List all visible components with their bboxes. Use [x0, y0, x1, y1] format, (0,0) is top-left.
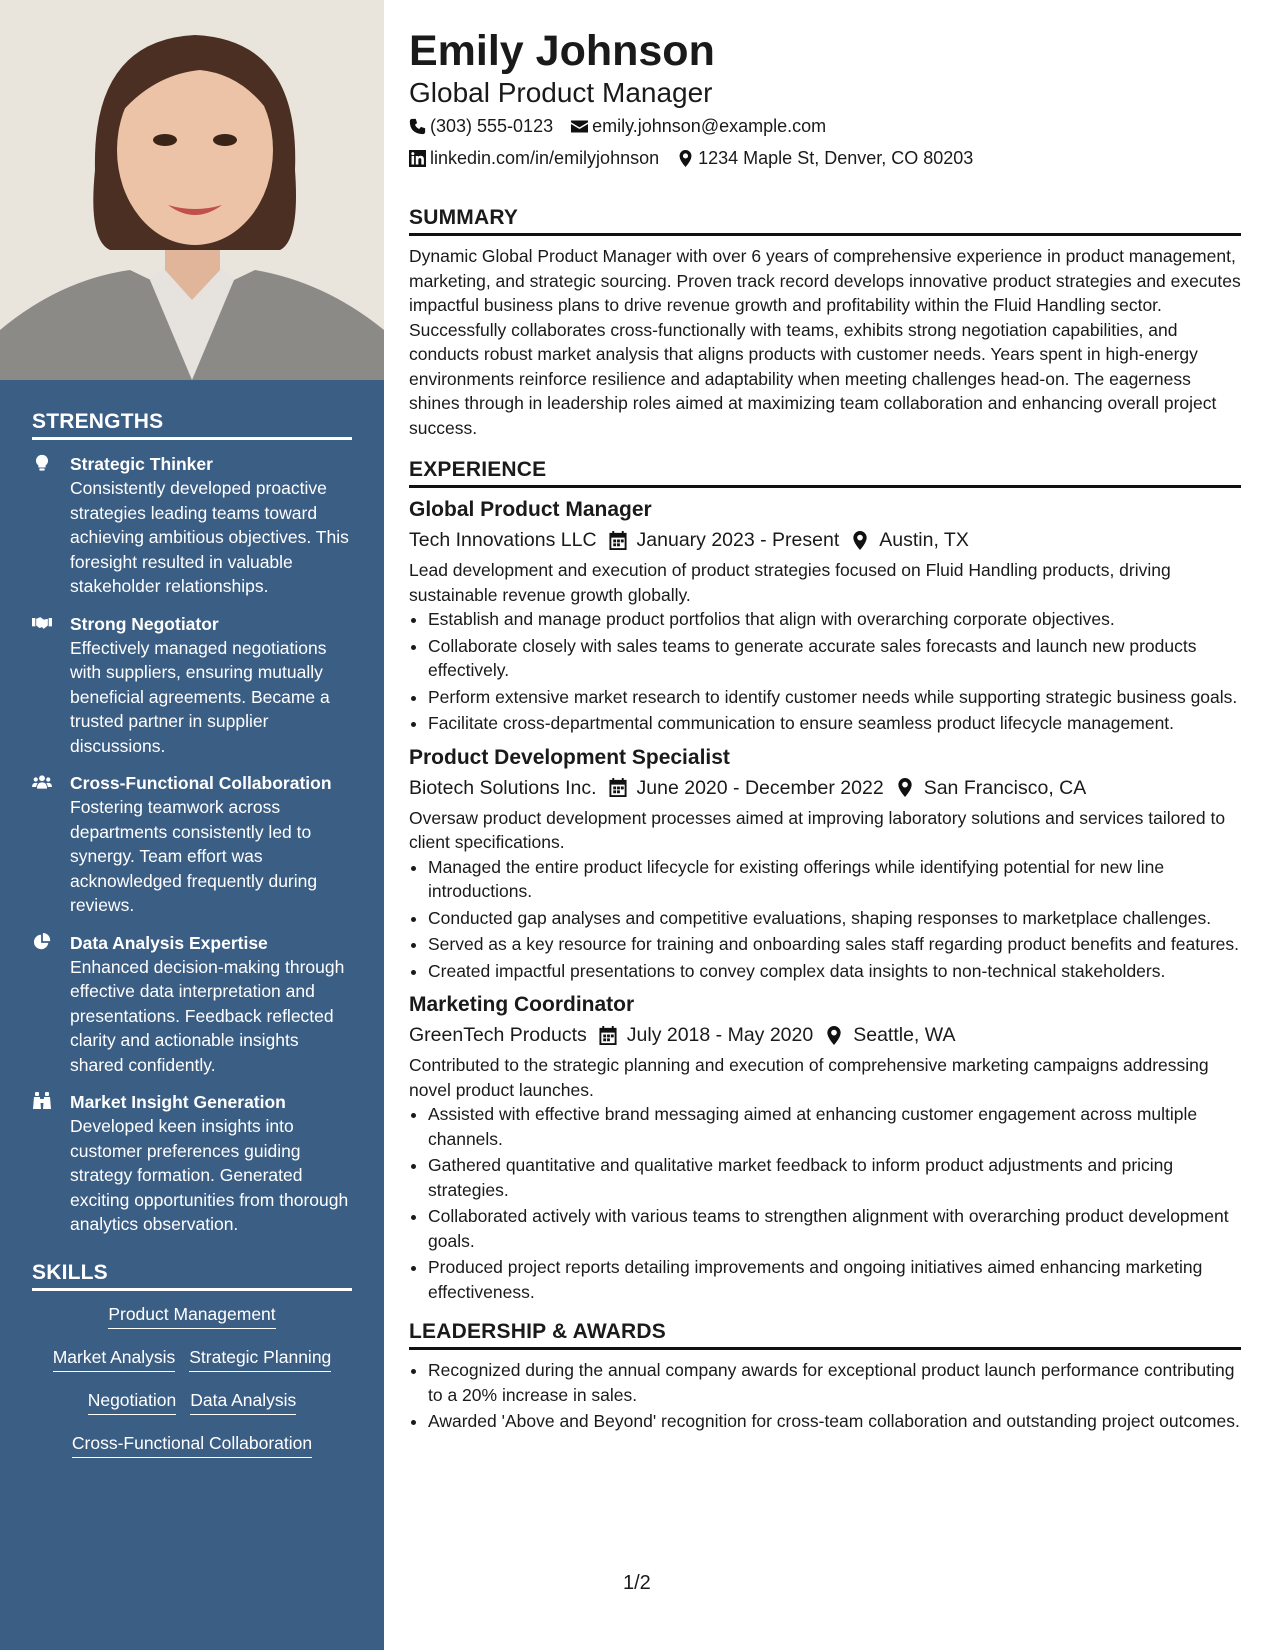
job-desc: Oversaw product development processes aimed at improving laboratory solutions and services tailored to client specifications.	[409, 807, 1226, 852]
strength-title: Strong Negotiator	[70, 613, 219, 634]
job-location: San Francisco, CA	[923, 776, 1087, 799]
summary-heading: SUMMARY	[409, 206, 1241, 236]
map-pin-icon	[896, 778, 914, 797]
job-meta	[409, 524, 1241, 556]
list-item: • Assisted with effective brand messaging aimed at enhancing customer engagement across multiple channels.	[428, 1102, 1241, 1151]
job-title: Product Development Specialist	[409, 745, 730, 769]
binoculars-icon	[32, 1090, 70, 1237]
map-pin-icon	[825, 1026, 843, 1045]
job-location: Austin, TX	[879, 529, 969, 551]
summary-text: Dynamic Global Product Manager with over 6 years of comprehensive experience in product management, marketing, and strategic sourcing. Proven track record develops innovative product strategies and executes impactful business plans to drive revenue growth and profitability within the Fluid Handling sector. Successfully collaborates cross-functionally with teams, exhibits strong negotiation capabilities, and conducts robust market analysis that aligns products with customer needs. Years spent in high-energy environments reinforce resilience and adaptability when meeting challenges head-on. The eagerness shines through in leadership roles aimed at maximizing team collaboration and enhancing overall project success.	[409, 246, 1241, 438]
job-bullets	[409, 855, 1241, 984]
job-desc: Contributed to the strategic planning and execution of comprehensive marketing campaigns addressing novel product launches.	[409, 1055, 1209, 1100]
job-title: Marketing Coordinator	[409, 993, 635, 1016]
job-meta	[409, 772, 1241, 804]
strength-item	[32, 931, 352, 1078]
job-meta	[409, 1019, 1241, 1051]
list-item: • Establish and manage product portfolios that align with overarching corporate objectives.	[428, 607, 1241, 632]
strength-item	[32, 771, 352, 918]
skills-heading: SKILLS	[32, 1261, 352, 1291]
list-item: • Produced project reports detailing improvements and ongoing initiatives aimed enhancing marketing effectiveness.	[428, 1255, 1241, 1304]
page-number: 1/2	[623, 1572, 651, 1594]
list-item: • Created impactful presentations to convey complex data insights to non-technical stakeholders.	[428, 959, 1241, 984]
strength-title: Cross-Functional Collaboration	[70, 773, 332, 793]
skill-row	[32, 1346, 352, 1372]
job-company: GreenTech Products	[409, 1024, 587, 1046]
strength-desc: Consistently developed proactive strategies leading teams toward achieving ambitious objectives. This foresight resulted in valuable stakeholder relationships.	[70, 478, 349, 596]
strength-desc: Developed keen insights into customer preferences guiding strategy formation. Generated exciting opportunities from thorough analytics observation.	[70, 1116, 349, 1234]
email-text: emily.johnson@example.com	[592, 116, 827, 136]
skill-tag: Product Management	[108, 1303, 275, 1329]
candidate-title: Global Product Manager	[409, 77, 713, 108]
sidebar	[0, 0, 384, 1650]
strength-item	[32, 1090, 352, 1237]
users-icon	[32, 771, 70, 918]
job-dates: January 2023 - Present	[636, 529, 840, 551]
experience-heading: EXPERIENCE	[409, 458, 1241, 488]
list-item: • Collaborate closely with sales teams to generate accurate sales forecasts and launch new products effectively.	[428, 634, 1241, 683]
profile-photo	[0, 0, 384, 380]
job-entry	[409, 744, 1241, 984]
strength-desc: Enhanced decision-making through effective data interpretation and presentations. Feedback reflected clarity and actionable insights shared confidently.	[70, 956, 345, 1075]
strength-title: Data Analysis Expertise	[70, 932, 268, 953]
list-item: • Facilitate cross-departmental communication to ensure seamless product lifecycle management.	[428, 711, 1241, 736]
job-title: Global Product Manager	[409, 498, 652, 521]
calendar-icon	[609, 531, 627, 550]
candidate-name: Emily Johnson	[409, 27, 715, 75]
list-item: • Perform extensive market research to identify customer needs while supporting strategic business goals.	[428, 685, 1241, 710]
strength-item	[32, 452, 352, 599]
address-text: 1234 Maple St, Denver, CO 80203	[698, 148, 974, 168]
job-desc: Lead development and execution of product strategies focused on Fluid Handling products, driving sustainable revenue growth globally.	[409, 560, 1171, 605]
phone-text: (303) 555-0123	[430, 116, 554, 136]
handshake-icon	[32, 612, 70, 759]
job-location: Seattle, WA	[853, 1024, 956, 1046]
strength-desc: Fostering teamwork across departments consistently led to synergy. Team effort was acknowledged frequently during reviews.	[70, 797, 318, 915]
strengths-heading: STRENGTHS	[32, 410, 352, 440]
job-entry	[409, 991, 1241, 1304]
job-bullets	[409, 1102, 1241, 1304]
job-entry	[409, 496, 1241, 736]
leadership-heading: LEADERSHIP & AWARDS	[409, 1320, 1241, 1350]
skill-row	[32, 1303, 352, 1329]
phone[interactable]	[409, 110, 553, 142]
map-pin-icon	[851, 531, 869, 550]
linkedin[interactable]	[409, 142, 659, 174]
skill-tag: Negotiation	[88, 1389, 177, 1415]
job-company: Tech Innovations LLC	[409, 529, 597, 551]
linkedin-text: linkedin.com/in/emilyjohnson	[430, 148, 660, 168]
list-item: • Gathered quantitative and qualitative market feedback to inform product adjustments and pricing strategies.	[428, 1153, 1241, 1202]
address	[677, 142, 973, 174]
skill-row	[32, 1432, 352, 1458]
job-bullets	[409, 607, 1241, 736]
job-company: Biotech Solutions Inc.	[409, 776, 597, 799]
strength-title: Strategic Thinker	[70, 454, 213, 474]
lightbulb-icon	[32, 452, 70, 599]
list-item: • Collaborated actively with various teams to strengthen alignment with overarching product development goals.	[428, 1204, 1241, 1253]
list-item: • Recognized during the annual company awards for exceptional product launch performance contributing to a 20% increase in sales.	[428, 1358, 1241, 1407]
map-pin-icon	[677, 150, 694, 167]
list-item: • Conducted gap analyses and competitive evaluations, shaping responses to marketplace challenges.	[428, 906, 1241, 931]
contact-row	[409, 142, 1241, 174]
leadership-bullets	[409, 1358, 1241, 1434]
calendar-icon	[609, 778, 627, 797]
phone-icon	[409, 118, 426, 135]
linkedin-icon	[409, 150, 426, 167]
strength-desc: Effectively managed negotiations with suppliers, ensuring mutually beneficial agreements. Became a trusted partner in supplier discussions.	[70, 637, 330, 756]
job-dates: July 2018 - May 2020	[626, 1024, 814, 1046]
skill-tag: Cross-Functional Collaboration	[72, 1432, 312, 1458]
main-content	[409, 26, 1241, 1436]
email[interactable]	[571, 110, 826, 142]
strength-item	[32, 612, 352, 759]
calendar-icon	[599, 1026, 617, 1045]
skill-row	[32, 1389, 352, 1415]
skill-tag: Market Analysis	[53, 1346, 176, 1372]
strength-title: Market Insight Generation	[70, 1092, 286, 1112]
list-item: • Awarded 'Above and Beyond' recognition for cross-team collaboration and outstanding project outcomes.	[428, 1409, 1241, 1434]
skill-tag: Data Analysis	[190, 1389, 296, 1415]
job-dates: June 2020 - December 2022	[636, 776, 884, 799]
pie-chart-icon	[32, 931, 70, 1078]
envelope-icon	[571, 118, 588, 135]
contact-row	[409, 110, 1241, 142]
skill-tag: Strategic Planning	[189, 1346, 331, 1372]
list-item: • Managed the entire product lifecycle for existing offerings while identifying potential for new line introductions.	[428, 855, 1241, 904]
list-item: • Served as a key resource for training and onboarding sales staff regarding product benefits and features.	[428, 932, 1241, 957]
